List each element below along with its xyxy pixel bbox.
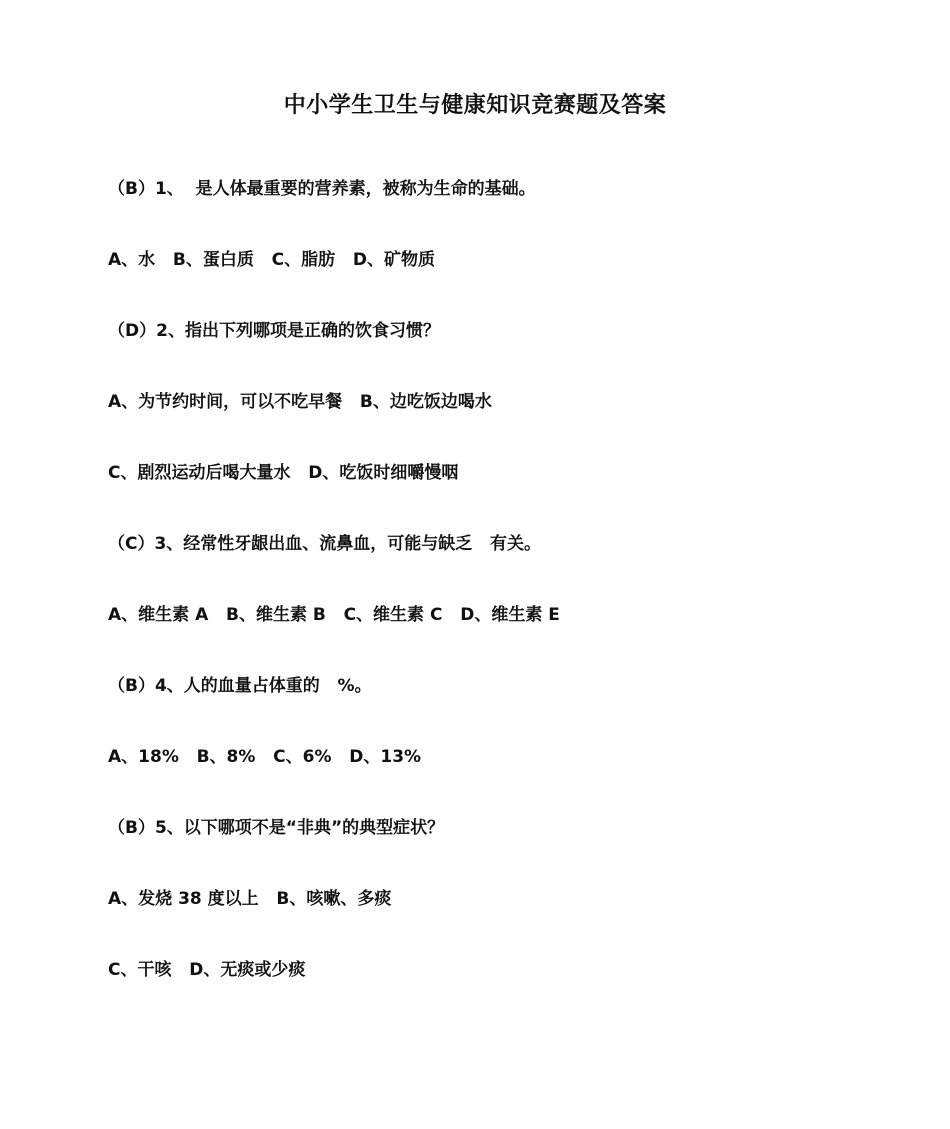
question-4-options: A、18% B、8% C、6% D、13%	[108, 747, 422, 767]
question-2-options-ab: A、为节约时间，可以不吃早餐 B、边吃饭边喝水	[108, 392, 492, 412]
question-4: （B）4、人的血量占体重的 %。	[108, 676, 372, 696]
question-3-options: A、维生素 A B、维生素 B C、维生素 C D、维生素 E	[108, 605, 560, 625]
question-2-options-cd: C、剧烈运动后喝大量水 D、吃饭时细嚼慢咽	[108, 463, 459, 483]
question-2: （D）2、指出下列哪项是正确的饮食习惯？	[108, 321, 440, 341]
document-title: 中小学生卫生与健康知识竞赛题及答案	[283, 93, 667, 118]
question-1-options: A、水 B、蛋白质 C、脂肪 D、矿物质	[108, 250, 435, 270]
question-5: （B）5、以下哪项不是“非典”的典型症状？	[108, 818, 445, 838]
question-list	[108, 172, 888, 1024]
question-5-options-cd: C、干咳 D、无痰或少痰	[108, 960, 306, 980]
question-3: （C）3、经常性牙龈出血、流鼻血，可能与缺乏 有关。	[108, 534, 542, 554]
question-5-options-ab: A、发烧 38 度以上 B、咳嗽、多痰	[108, 889, 392, 909]
question-1: （B）1、 是人体最重要的营养素，被称为生命的基础。	[108, 179, 536, 199]
